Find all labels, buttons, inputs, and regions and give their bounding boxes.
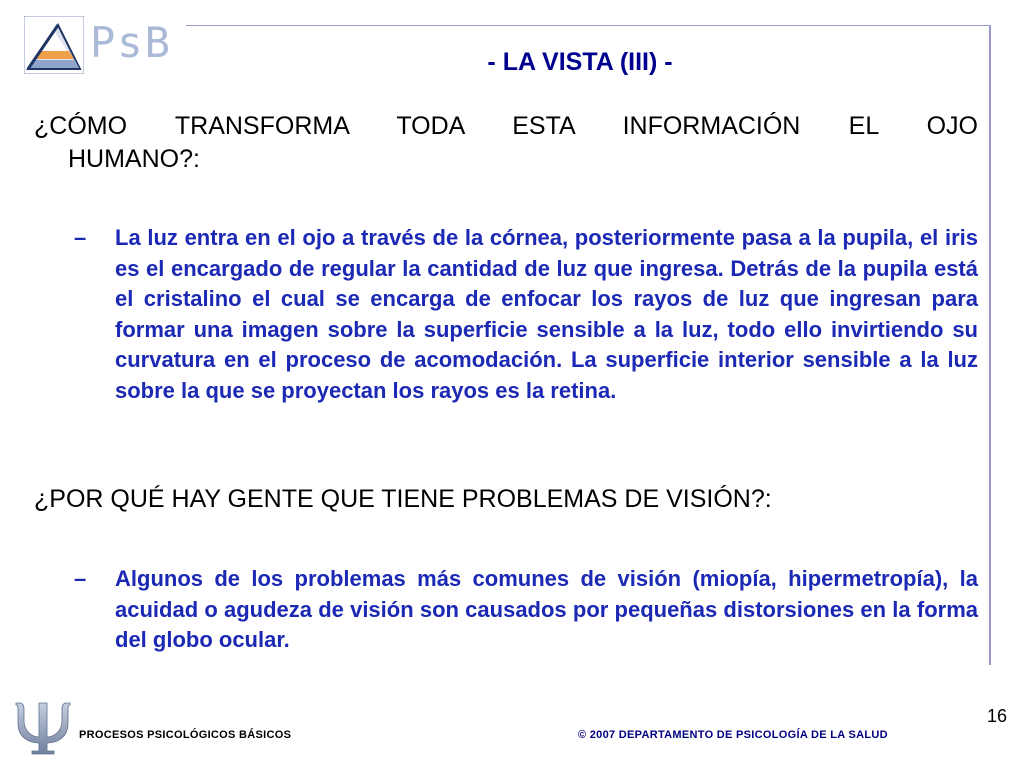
psi-symbol-icon bbox=[12, 695, 74, 757]
question-line: HUMANO?: bbox=[68, 145, 200, 173]
logo-text: PsB bbox=[90, 18, 172, 67]
page-number: 16 bbox=[986, 706, 1007, 726]
slide-title: - LA VISTA (III) - bbox=[487, 48, 673, 76]
psb-triangle-logo-icon bbox=[24, 16, 84, 74]
answer-text: La luz entra en el ojo a través de la córnea, posteriormente pasa a la pupila, el iris es el encargado de regular la cantidad de luz que ingresa. Detrás de la pupila está el cristalino el cual se encarga de enfocar los rayos de luz que ingresan para formar una imagen sobre la superficie sensible a la luz, todo ello invirtiendo su curvatura en el proceso de acomodación. La superficie interior sensible a la luz sobre la que se proyectan los rayos es la retina. bbox=[115, 225, 978, 403]
question-line: ¿CÓMO TRANSFORMA TODA ESTA INFORMACIÓN EL OJO bbox=[34, 112, 978, 140]
answer-paragraph bbox=[74, 223, 978, 406]
footer-course-name: PROCESOS PSICOLÓGICOS BÁSICOS bbox=[79, 729, 292, 741]
bullet-dash: – bbox=[74, 225, 87, 250]
answer-paragraph bbox=[74, 564, 978, 656]
right-border-rule bbox=[989, 25, 991, 665]
answer-text: Algunos de los problemas más comunes de visión (miopía, hipermetropía), la acuidad o agudeza de visión son causados por pequeñas distorsiones en la forma del globo ocular. bbox=[115, 566, 978, 652]
footer-copyright: © 2007 DEPARTAMENTO DE PSICOLOGÍA DE LA SALUD bbox=[578, 729, 888, 741]
question-heading bbox=[34, 110, 978, 176]
question-heading: ¿POR QUÉ HAY GENTE QUE TIENE PROBLEMAS DE VISIÓN?: bbox=[34, 485, 772, 513]
header-rule bbox=[186, 25, 990, 26]
bullet-dash: – bbox=[74, 566, 87, 591]
